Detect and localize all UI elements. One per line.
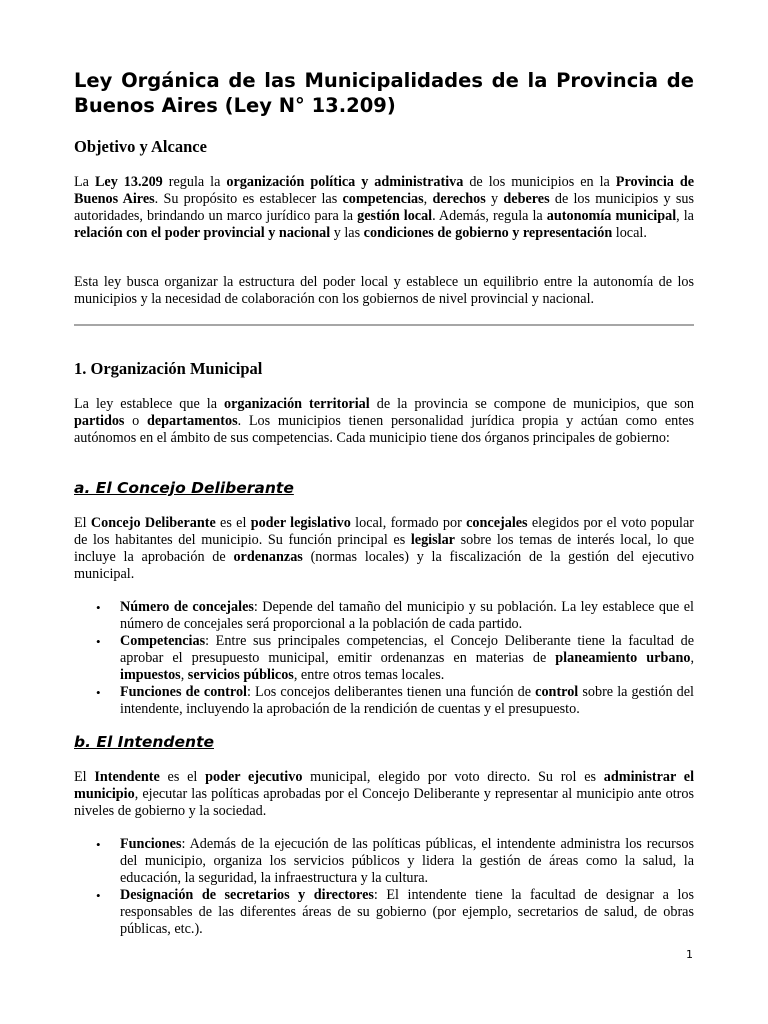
bullet-icon: • bbox=[96, 634, 101, 649]
bullet-list-intendente bbox=[74, 836, 694, 938]
bold-text-5: administrar el municipio bbox=[74, 769, 695, 802]
text-run-0: Esta ley busca organizar la estructura del poder local y establece un equilibrio entre la autonomía de los municipios y la necesidad de colaboración con los gobiernos de nivel provincial y nacional. bbox=[74, 274, 694, 307]
bullet-list-concejo bbox=[74, 599, 694, 718]
text-run-10: (normas locales) y la fiscalización de la gestión del ejecutivo municipal. bbox=[74, 549, 694, 582]
bullet-item bbox=[74, 684, 694, 718]
bold-text-19: condiciones de gobierno y representación bbox=[363, 225, 613, 241]
bold-text-0: Funciones bbox=[120, 836, 182, 852]
text-run-10: y bbox=[485, 191, 504, 207]
text-run-0: El bbox=[74, 769, 95, 785]
text-run-1: : Los concejos deliberantes tienen una función de bbox=[246, 684, 536, 700]
text-run-4: local, formado por bbox=[350, 515, 467, 531]
text-run-14: . Además, regula la bbox=[432, 208, 547, 224]
bold-text-1: Intendente bbox=[94, 769, 160, 785]
bold-text-0: Funciones de control bbox=[120, 684, 247, 700]
text-run-2: regula la bbox=[162, 174, 227, 190]
page-number: 1 bbox=[686, 948, 693, 961]
text-run-8: , bbox=[423, 191, 433, 207]
text-run-4: municipal, elegido por voto directo. Su rol es bbox=[302, 769, 604, 785]
text-run-3: sobre la gestión del intendente, incluyendo la aprobación de la rendición de cuentas y el presupuesto. bbox=[120, 684, 694, 717]
bullet-item bbox=[74, 836, 694, 887]
bold-text-4: impuestos bbox=[120, 667, 181, 683]
paragraph-concejo-1 bbox=[74, 515, 694, 583]
horizontal-rule bbox=[74, 324, 694, 326]
bold-text-9: ordenanzas bbox=[233, 549, 303, 565]
text-run-7: , entre otros temas locales. bbox=[293, 667, 445, 683]
bullet-icon: • bbox=[96, 685, 101, 700]
bullet-icon: • bbox=[96, 837, 101, 852]
text-run-1: : Además de la ejecución de las políticas públicas, el intendente administra los recursos del municipio, organiza los servicios públicos y lidera la gestión de áreas como la salud, la educación, la seguridad, la infraestructura y la cultura. bbox=[120, 836, 694, 886]
bold-text-2: control bbox=[535, 684, 579, 700]
bold-text-17: relación con el poder provincial y nacional bbox=[74, 225, 331, 241]
text-run-1: : Entre sus principales competencias, el Concejo Deliberante tiene la facultad de aprobar el presupuesto municipal, emitir ordenanzas en materias de bbox=[120, 633, 694, 666]
bold-text-5: departamentos bbox=[146, 413, 238, 429]
text-run-0: La ley establece que la bbox=[74, 396, 225, 412]
section-heading-objetivo: Objetivo y Alcance bbox=[74, 137, 207, 156]
bold-text-5: Provincia de Buenos Aires bbox=[74, 174, 695, 207]
text-run-4: o bbox=[124, 413, 147, 429]
bold-text-3: partidos bbox=[74, 413, 125, 429]
bullet-item bbox=[74, 633, 694, 684]
paragraph-objetivo-1 bbox=[74, 174, 694, 242]
bold-text-0: Número de concejales bbox=[120, 599, 254, 615]
text-run-1: : Depende del tamaño del municipio y su población. La ley establece que el número de concejales será proporcional a la población de cada partido. bbox=[120, 599, 694, 632]
text-run-2: es el bbox=[215, 515, 251, 531]
paragraph-intendente-1 bbox=[74, 769, 694, 820]
bold-text-1: Ley 13.209 bbox=[94, 174, 163, 190]
text-run-12: de los municipios y sus autoridades, brindando un marco jurídico para la bbox=[74, 191, 695, 224]
bold-text-7: legislar bbox=[410, 532, 455, 548]
text-run-2: de la provincia se compone de municipios, que son bbox=[369, 396, 694, 412]
bullet-item bbox=[74, 887, 694, 938]
text-run-1: : El intendente tiene la facultad de designar a los responsables de las diferentes áreas de su gobierno (por ejemplo, secretarios de salud, de obras públicas, etc.). bbox=[120, 887, 694, 937]
text-run-16: , la bbox=[676, 208, 694, 224]
text-run-0: La bbox=[74, 174, 95, 190]
paragraph-objetivo-2 bbox=[74, 274, 694, 308]
bold-text-3: poder ejecutivo bbox=[205, 769, 303, 785]
section-heading-organizacion: 1. Organización Municipal bbox=[74, 359, 263, 378]
bold-text-15: autonomía municipal bbox=[546, 208, 677, 224]
bullet-item bbox=[74, 599, 694, 633]
bold-text-3: organización política y administrativa bbox=[226, 174, 464, 190]
bullet-icon: • bbox=[96, 888, 101, 903]
text-run-2: es el bbox=[159, 769, 206, 785]
paragraph-organizacion-1 bbox=[74, 396, 694, 447]
bold-text-0: Designación de secretarios y directores bbox=[120, 887, 374, 903]
bold-text-11: deberes bbox=[503, 191, 550, 207]
text-run-0: El bbox=[74, 515, 91, 531]
bold-text-1: Concejo Deliberante bbox=[90, 515, 216, 531]
document-title: Ley Orgánica de las Municipalidades de la Provincia de Buenos Aires (Ley N° 13.209) bbox=[74, 69, 694, 117]
text-run-6: elegidos por el voto popular de los habitantes del municipio. Su función principal es bbox=[74, 515, 695, 548]
text-run-6: . Su propósito es establecer las bbox=[154, 191, 343, 207]
bold-text-1: organización territorial bbox=[224, 396, 370, 412]
bold-text-5: concejales bbox=[466, 515, 528, 531]
bold-text-3: poder legislativo bbox=[250, 515, 351, 531]
subsection-heading-concejo: a. El Concejo Deliberante bbox=[74, 479, 294, 497]
bold-text-6: servicios públicos bbox=[187, 667, 294, 683]
text-run-18: y las bbox=[330, 225, 364, 241]
bold-text-2: planeamiento urbano bbox=[555, 650, 691, 666]
bold-text-13: gestión local bbox=[357, 208, 433, 224]
bold-text-7: competencias bbox=[342, 191, 424, 207]
bold-text-0: Competencias bbox=[120, 633, 206, 649]
bold-text-9: derechos bbox=[432, 191, 486, 207]
text-run-6: . Los municipios tienen personalidad jurídica propia y actúan como entes autónomos en el ámbito de sus competencias. Cada municipio tiene dos órganos principales de gobierno: bbox=[74, 413, 694, 446]
text-run-20: local. bbox=[612, 225, 647, 241]
text-run-5: , bbox=[180, 667, 188, 683]
bullet-icon: • bbox=[96, 600, 101, 615]
text-run-3: , bbox=[690, 650, 694, 666]
subsection-heading-intendente: b. El Intendente bbox=[74, 733, 214, 751]
text-run-4: de los municipios en la bbox=[463, 174, 616, 190]
text-run-8: sobre los temas de interés local, lo que incluye la aprobación de bbox=[74, 532, 694, 565]
text-run-6: , ejecutar las políticas aprobadas por el Concejo Deliberante y representar al municipio ante otros niveles de gobierno y la sociedad. bbox=[74, 786, 694, 819]
